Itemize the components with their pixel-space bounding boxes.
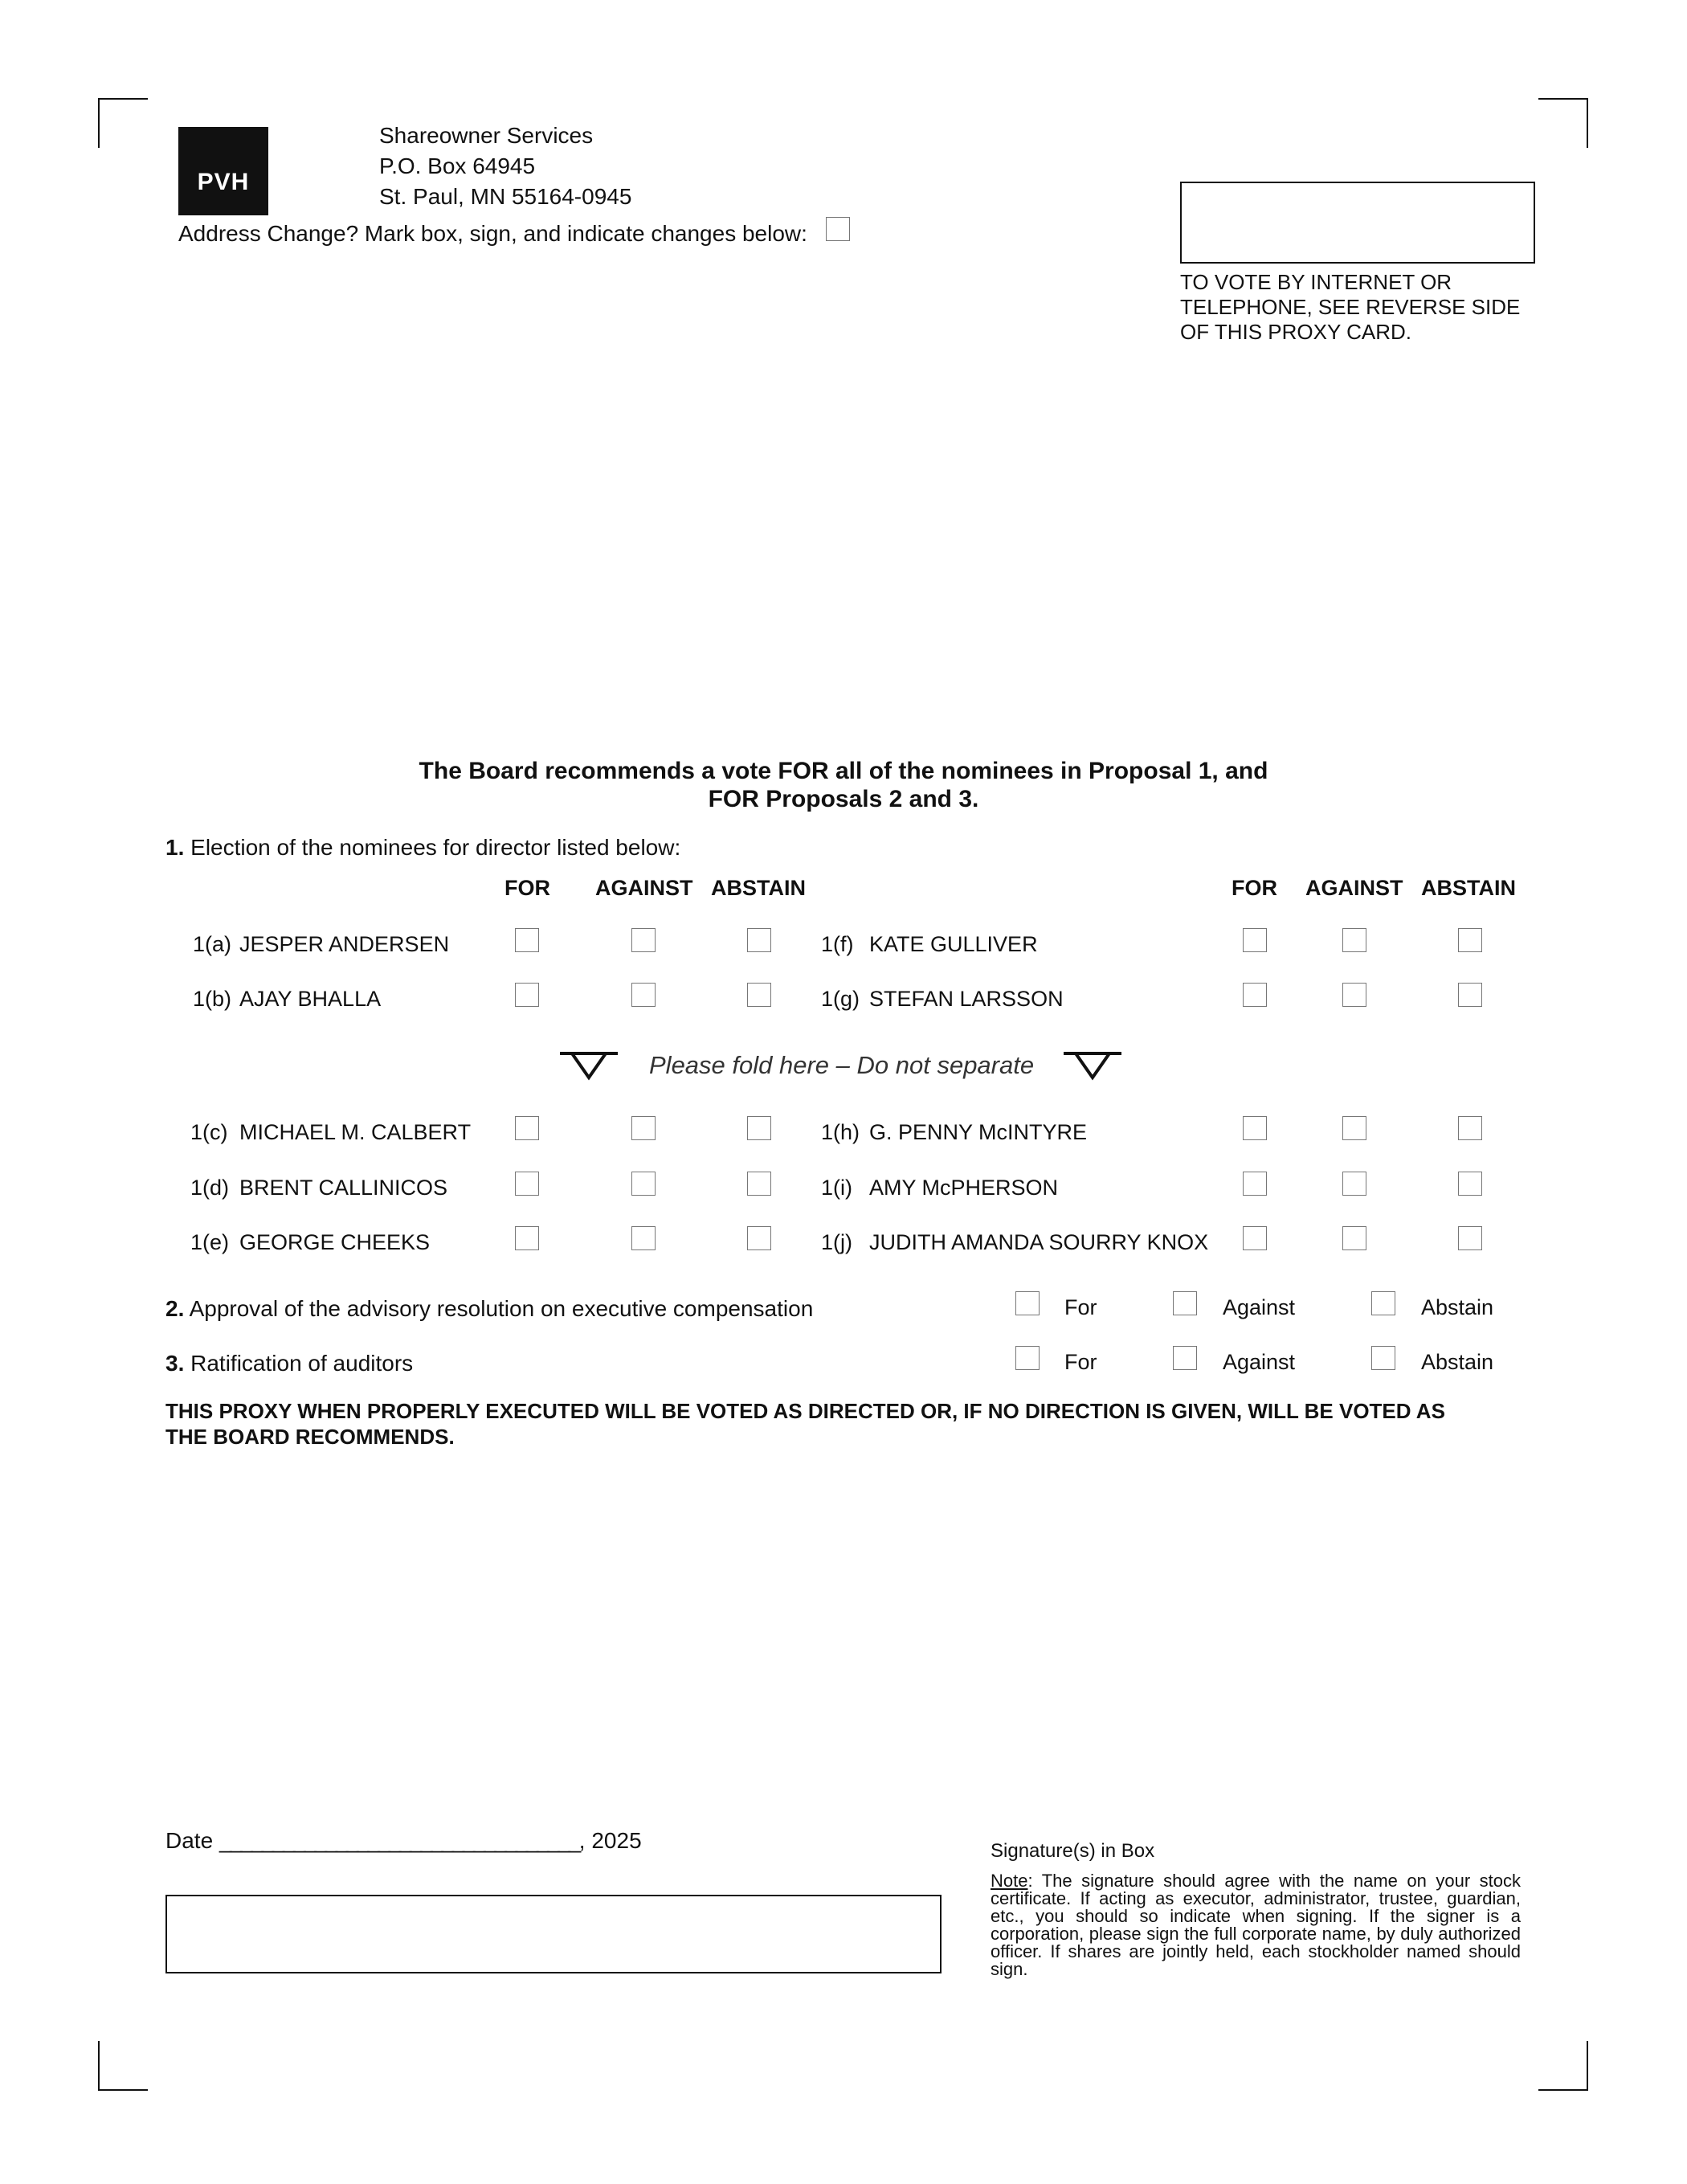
nominee-name: STEFAN LARSSON <box>869 987 1064 1011</box>
vote-abstain-checkbox[interactable] <box>747 1116 771 1140</box>
fold-arrow-icon <box>558 1050 620 1081</box>
address-change-checkbox[interactable] <box>826 217 850 241</box>
vote-against-checkbox[interactable] <box>1342 1226 1366 1250</box>
nominee-name: MICHAEL M. CALBERT <box>239 1120 472 1144</box>
date-field <box>165 1826 642 1856</box>
nominee-id: 1(a) <box>193 932 232 956</box>
nominee-name: AMY McPHERSON <box>869 1176 1059 1200</box>
proposal-2-title <box>165 1294 813 1324</box>
crop-mark-bottom-left <box>98 2041 148 2091</box>
mailing-address <box>379 121 631 212</box>
proposal-2-abstain-checkbox[interactable] <box>1371 1291 1395 1315</box>
proposal-2-for-checkbox[interactable] <box>1015 1291 1040 1315</box>
proposal-number: 3. <box>165 1351 185 1376</box>
vote-against-checkbox[interactable] <box>631 983 656 1007</box>
column-header-for: FOR <box>1232 876 1277 900</box>
proposal-number: 2. <box>165 1296 185 1321</box>
option-label: Against <box>1223 1350 1296 1374</box>
proposal-2-against-checkbox[interactable] <box>1173 1291 1197 1315</box>
disclaimer-line: THIS PROXY WHEN PROPERLY EXECUTED WILL BE VOTED AS DIRECTED OR, IF NO DIRECTION IS GIVEN, WILL BE VOTED AS <box>165 1399 1445 1423</box>
vote-instructions <box>1180 270 1520 345</box>
nominee-id: 1(i) <box>821 1176 852 1200</box>
proposal-text: Ratification of auditors <box>190 1351 414 1376</box>
vote-against-checkbox[interactable] <box>631 1172 656 1196</box>
vote-against-checkbox[interactable] <box>1342 928 1366 952</box>
company-logo: PVH <box>178 127 268 215</box>
nominee-id: 1(j) <box>821 1230 852 1254</box>
note-label: Note <box>991 1871 1028 1891</box>
vote-instructions-line: TO VOTE BY INTERNET OR <box>1180 270 1452 294</box>
nominee-id: 1(f) <box>821 932 854 956</box>
vote-against-checkbox[interactable] <box>1342 1116 1366 1140</box>
option-label: Against <box>1223 1295 1296 1319</box>
nominee-id: 1(e) <box>190 1230 230 1254</box>
column-header-for: FOR <box>504 876 550 900</box>
column-header-against: AGAINST <box>595 876 693 900</box>
proposal-3-against-checkbox[interactable] <box>1173 1346 1197 1370</box>
address-line: Shareowner Services <box>379 123 594 148</box>
vote-against-checkbox[interactable] <box>631 1226 656 1250</box>
vote-for-checkbox[interactable] <box>515 1172 539 1196</box>
date-line[interactable]: __________________________________ <box>219 1828 579 1853</box>
proposal-text: Election of the nominees for director listed below: <box>190 835 681 860</box>
nominee-id: 1(c) <box>190 1120 228 1144</box>
column-header-against: AGAINST <box>1305 876 1403 900</box>
vote-for-checkbox[interactable] <box>515 1226 539 1250</box>
proposal-text: Approval of the advisory resolution on executive compensation <box>189 1296 814 1321</box>
disclaimer-line: THE BOARD RECOMMENDS. <box>165 1425 455 1449</box>
vote-for-checkbox[interactable] <box>515 983 539 1007</box>
nominee-id: 1(g) <box>821 987 860 1011</box>
proposal-3-for-checkbox[interactable] <box>1015 1346 1040 1370</box>
vote-abstain-checkbox[interactable] <box>1458 983 1482 1007</box>
vote-abstain-checkbox[interactable] <box>1458 1226 1482 1250</box>
vote-against-checkbox[interactable] <box>1342 1172 1366 1196</box>
vote-for-checkbox[interactable] <box>1243 928 1267 952</box>
address-change-label: Address Change? Mark box, sign, and indicate changes below: <box>178 221 807 246</box>
vote-abstain-checkbox[interactable] <box>1458 1116 1482 1140</box>
vote-for-checkbox[interactable] <box>515 928 539 952</box>
vote-abstain-checkbox[interactable] <box>747 928 771 952</box>
vote-for-checkbox[interactable] <box>515 1116 539 1140</box>
vote-abstain-checkbox[interactable] <box>747 1172 771 1196</box>
nominee-name: G. PENNY McINTYRE <box>869 1120 1088 1144</box>
control-number-box <box>1180 182 1535 264</box>
vote-for-checkbox[interactable] <box>1243 983 1267 1007</box>
recommendation-line: The Board recommends a vote FOR all of the nominees in Proposal 1, and <box>419 758 1268 784</box>
nominee-id: 1(d) <box>190 1176 230 1200</box>
option-label: Abstain <box>1421 1350 1494 1374</box>
crop-mark-top-left <box>98 98 148 148</box>
nominee-id: 1(b) <box>193 987 232 1011</box>
signature-note <box>991 1872 1521 1978</box>
vote-abstain-checkbox[interactable] <box>1458 1172 1482 1196</box>
proposal-3-abstain-checkbox[interactable] <box>1371 1346 1395 1370</box>
nominee-id: 1(h) <box>821 1120 860 1144</box>
proxy-disclaimer <box>165 1398 1531 1450</box>
proposal-1-title <box>165 832 680 863</box>
address-line: St. Paul, MN 55164-0945 <box>379 184 632 209</box>
vote-against-checkbox[interactable] <box>631 928 656 952</box>
fold-arrow-icon <box>1061 1050 1124 1081</box>
nominee-name: JESPER ANDERSEN <box>239 932 450 956</box>
vote-for-checkbox[interactable] <box>1243 1226 1267 1250</box>
crop-mark-bottom-right <box>1538 2041 1588 2091</box>
nominee-name: AJAY BHALLA <box>239 987 382 1011</box>
vote-abstain-checkbox[interactable] <box>1458 928 1482 952</box>
vote-against-checkbox[interactable] <box>631 1116 656 1140</box>
signature-box-label: Signature(s) in Box <box>991 1840 1155 1862</box>
vote-against-checkbox[interactable] <box>1342 983 1366 1007</box>
signature-box[interactable] <box>165 1895 942 1973</box>
nominee-name: BRENT CALLINICOS <box>239 1176 448 1200</box>
vote-for-checkbox[interactable] <box>1243 1172 1267 1196</box>
board-recommendation <box>281 757 1406 813</box>
recommendation-line: FOR Proposals 2 and 3. <box>708 786 979 812</box>
vote-abstain-checkbox[interactable] <box>747 1226 771 1250</box>
nominee-name: KATE GULLIVER <box>869 932 1038 956</box>
vote-instructions-line: TELEPHONE, SEE REVERSE SIDE <box>1180 295 1521 319</box>
column-header-abstain: ABSTAIN <box>711 876 806 900</box>
date-label: Date <box>165 1828 214 1853</box>
proposal-number: 1. <box>165 835 185 860</box>
vote-for-checkbox[interactable] <box>1243 1116 1267 1140</box>
nominee-name: GEORGE CHEEKS <box>239 1230 431 1254</box>
option-label: For <box>1064 1350 1097 1374</box>
vote-abstain-checkbox[interactable] <box>747 983 771 1007</box>
option-label: For <box>1064 1295 1097 1319</box>
note-text: : The signature should agree with the name on your stock certificate. If acting as executor, administrator, trustee, guardian, etc., you should so indicate when signing. If the signer is a corporation, please sign the full corporate name, by duly authorized officer. If shares are jointly held, each stockholder named should sign. <box>991 1871 1521 1979</box>
fold-instruction: Please fold here – Do not separate <box>649 1051 1035 1079</box>
address-line: P.O. Box 64945 <box>379 153 536 178</box>
crop-mark-top-right <box>1538 98 1588 148</box>
date-year: , 2025 <box>578 1828 642 1853</box>
nominee-name: JUDITH AMANDA SOURRY KNOX <box>869 1230 1209 1254</box>
option-label: Abstain <box>1421 1295 1494 1319</box>
column-header-abstain: ABSTAIN <box>1421 876 1516 900</box>
vote-instructions-line: OF THIS PROXY CARD. <box>1180 320 1411 344</box>
proposal-3-title <box>165 1348 413 1379</box>
